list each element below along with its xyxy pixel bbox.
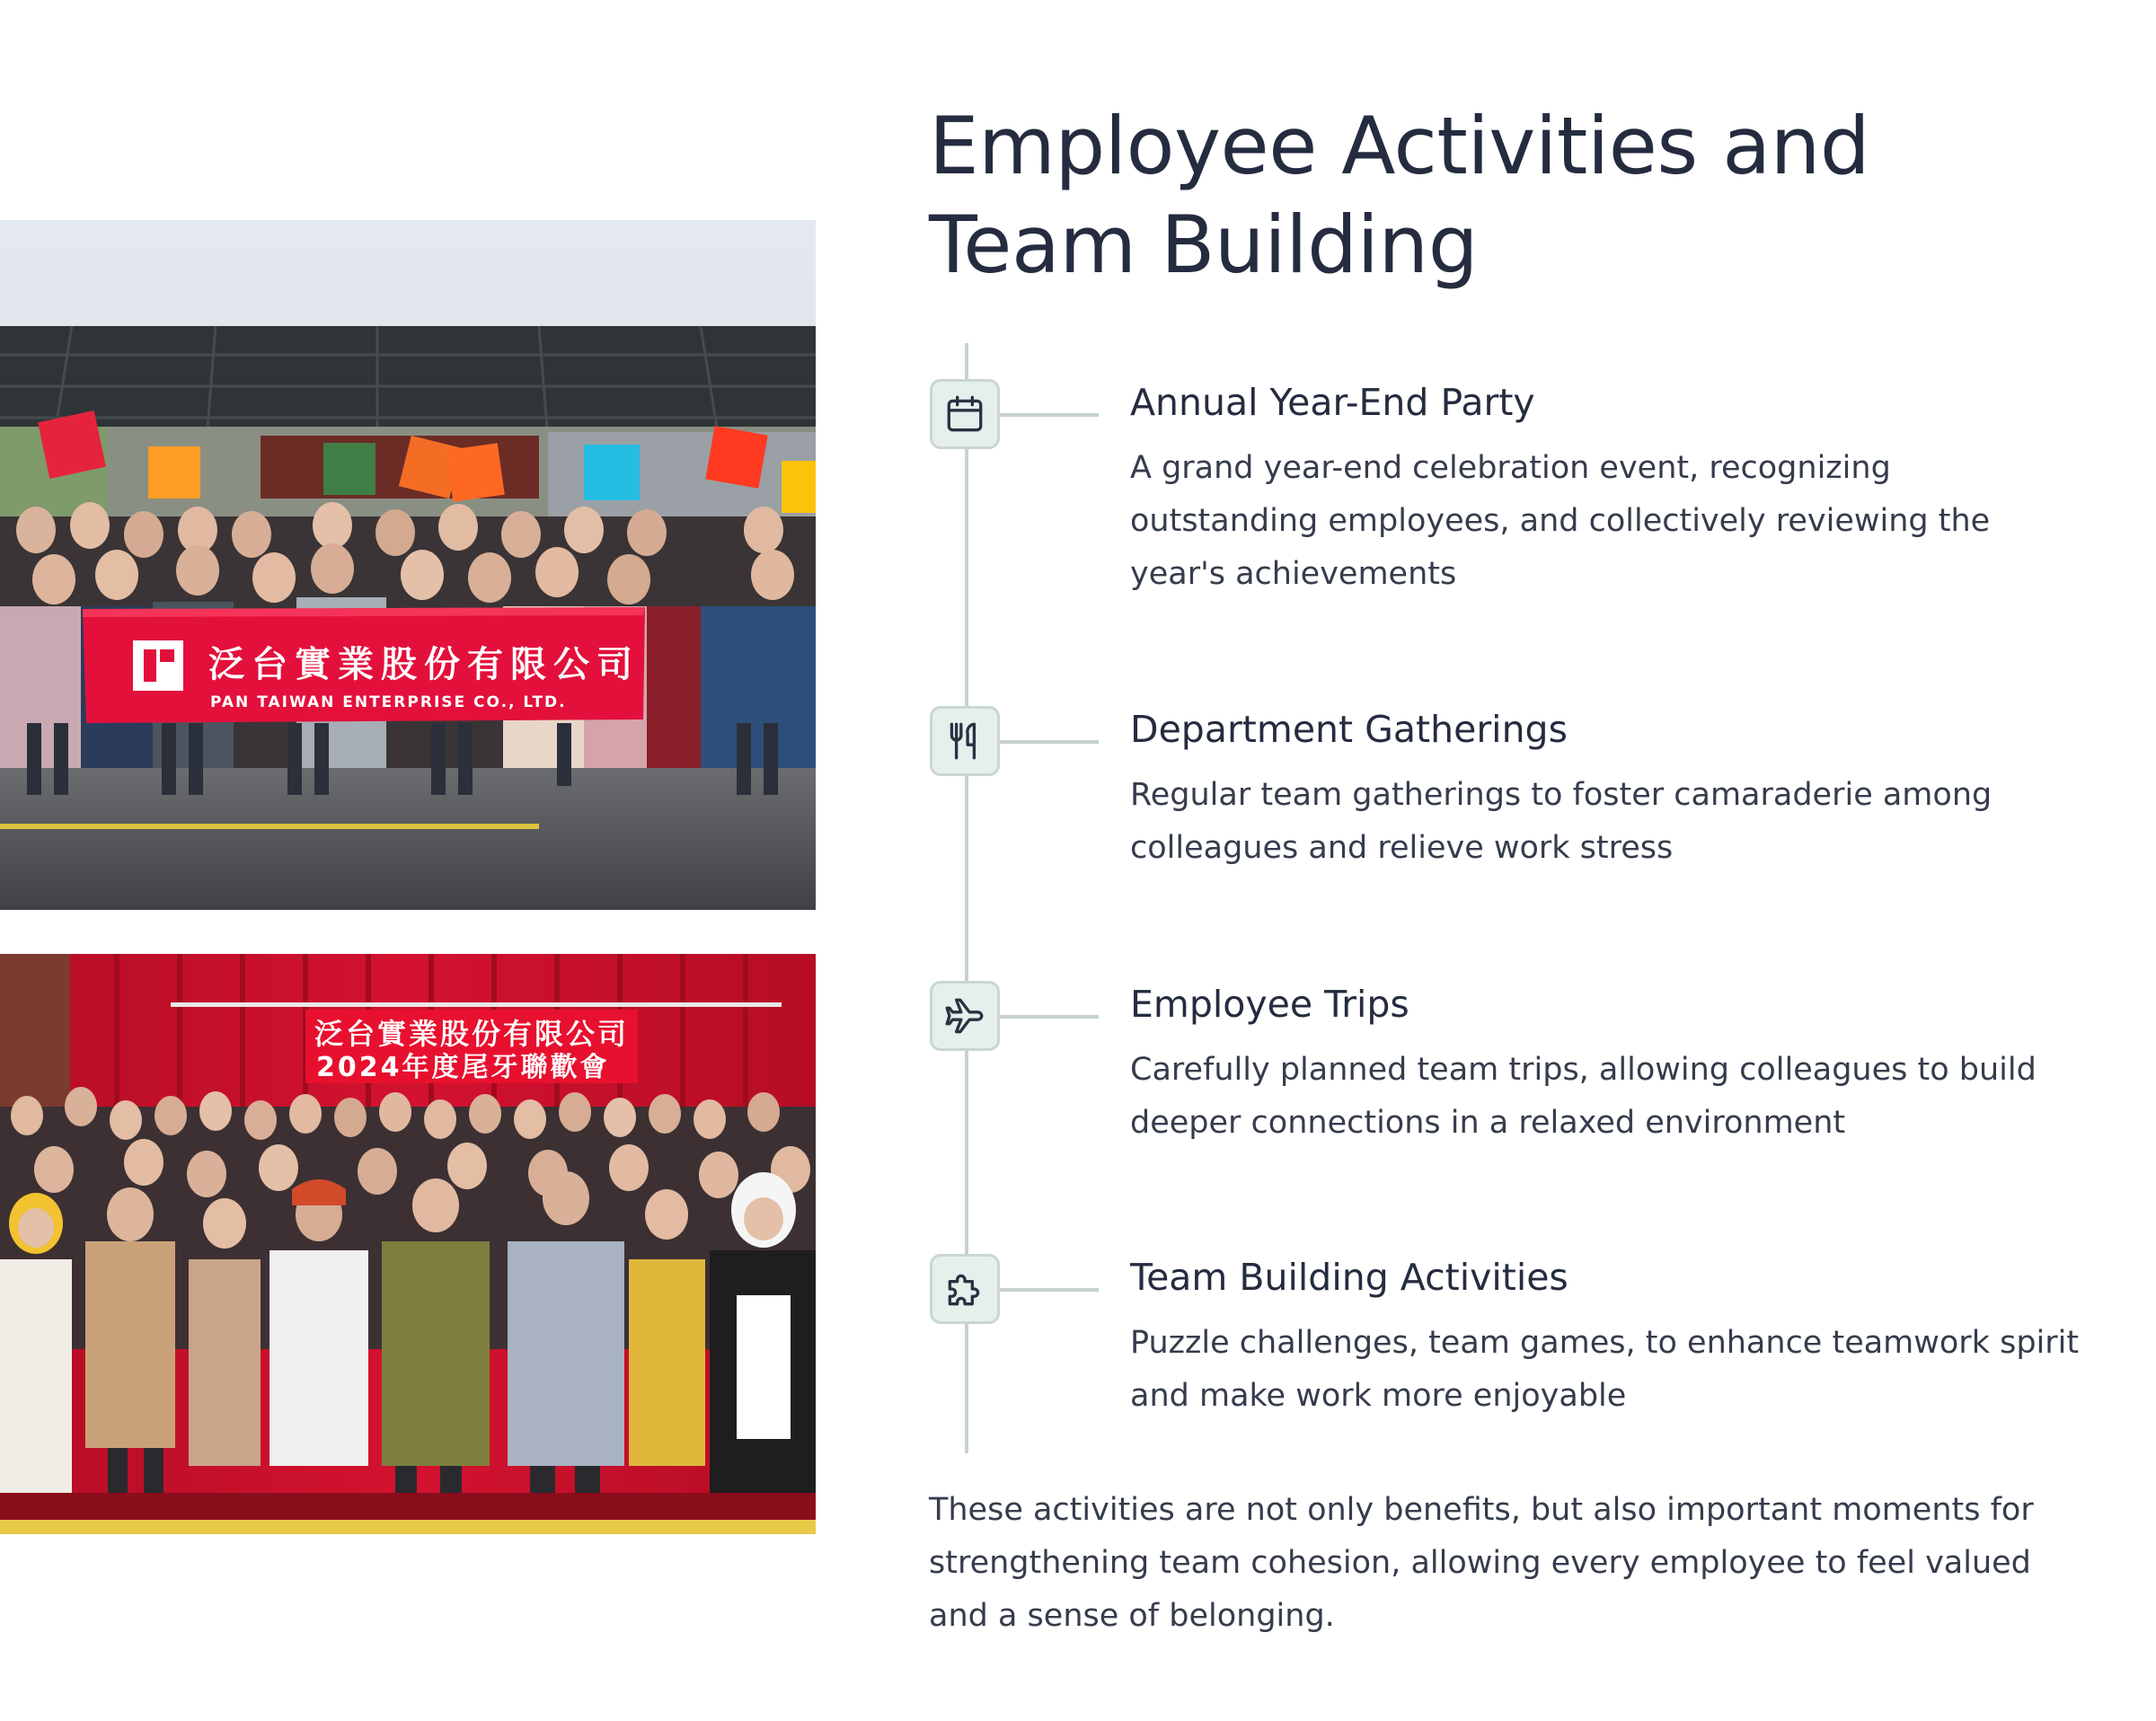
connector-line [1000,1015,1099,1019]
puzzle-icon [930,1254,1000,1324]
year-end-party-group-photo [0,954,816,1534]
activity-desc-team-building: Puzzle challenges, team games, to enhance teamwork spirit and make work more enjoyable [1130,1325,2080,1414]
activity-desc-department-gatherings: Regular team gatherings to foster camaraderie among colleagues and relieve work stress [1130,777,1993,866]
activity-title-year-end-party: Annual Year-End Party [1130,381,1535,424]
activity-title-employee-trips: Employee Trips [1130,983,1409,1026]
banner-en-text: PAN TAIWAN ENTERPRISE CO., LTD. [210,693,567,711]
activity-title-team-building: Team Building Activities [1130,1256,1568,1299]
calendar-icon [930,379,1000,449]
plane-icon [930,981,1000,1051]
connector-line [1000,413,1099,417]
connector-line [1000,1288,1099,1292]
connector-line [1000,740,1099,744]
closing-paragraph: These activities are not only benefits, but also important moments for strengthening team cohesion, allowing every employee to feel valued and a sense of belonging. [929,1492,2034,1634]
page-title: Employee Activities and Team Building [929,100,1870,291]
utensils-icon [930,706,1000,776]
activity-desc-employee-trips: Carefully planned team trips, allowing colleagues to build deeper connections in a relaxed environment [1130,1052,2037,1141]
activity-desc-year-end-party: A grand year-end celebration event, recognizing outstanding employees, and collectively reviewing the year's achievements [1130,450,1991,592]
outdoor-group-photo [0,220,816,910]
party-banner-line1: 泛台實業股份有限公司 [314,1017,630,1051]
activity-title-department-gatherings: Department Gatherings [1130,708,1568,751]
party-banner-line2: 2024年度尾牙聯歡會 [316,1052,610,1083]
banner-cn-text: 泛台實業股份有限公司 [208,644,640,685]
